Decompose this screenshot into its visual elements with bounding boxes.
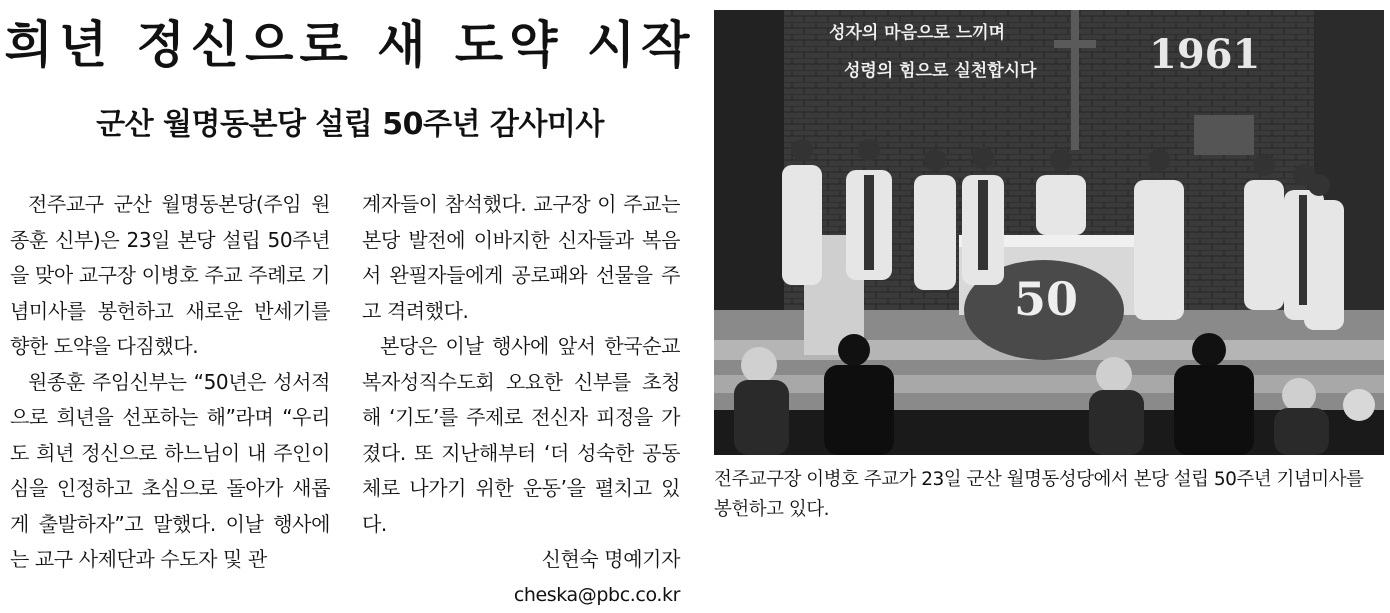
year-sign: 1961 bbox=[1149, 31, 1260, 78]
tabernacle bbox=[1194, 115, 1254, 155]
photo-illustration bbox=[714, 10, 1384, 455]
paragraph-1: 전주교구 군산 월명동본당(주임 원종훈 신부)은 23일 본당 설립 50주년을 맞아 교구장 이병호 주교 주례로 기념미사를 봉헌하고 새로운 반세기를 향한 도약을 다짐했다. bbox=[10, 187, 330, 365]
mass-photo bbox=[714, 10, 1384, 455]
photo-caption: 전주교구장 이병호 주교가 23일 군산 월명동성당에서 본당 설립 50주년 기념미사를 봉헌하고 있다. bbox=[714, 465, 1384, 525]
banner-line-2: 성령의 힘으로 실천합시다 bbox=[844, 60, 1037, 81]
headline: 희년 정신으로 새 도약 시작 bbox=[0, 10, 700, 80]
article-column-2 bbox=[362, 187, 680, 613]
subheadline: 군산 월명동본당 설립 50주년 감사미사 bbox=[0, 103, 700, 147]
banner-line-1: 성자의 마음으로 느끼며 bbox=[829, 22, 1005, 43]
article-column-1 bbox=[10, 187, 330, 578]
email: cheska@pbc.co.kr bbox=[362, 578, 680, 613]
byline: 신현숙 명예기자 bbox=[362, 542, 680, 578]
paragraph-2: 원종훈 주임신부는 “50년은 성서적으로 희년을 선포하는 해”라며 “우리도 희년 정신으로 하느님이 내 주인이심을 인정하고 초심으로 돌아가 새롭게 출발하자”고 말했다. 이날 행사에는 교구 사제단과 수도자 및 관 bbox=[10, 365, 330, 578]
crucifix bbox=[1071, 10, 1079, 150]
paragraph-4: 본당은 이날 행사에 앞서 한국순교복자성직수도회 오요한 신부를 초청해 ‘기도’를 주제로 전신자 피정을 가졌다. 또 지난해부터 ‘더 성숙한 공동체로 나가기 위한 운동’을 펼치고 있다. bbox=[362, 329, 680, 542]
paragraph-3: 계자들이 참석했다. 교구장 이 주교는 본당 발전에 이바지한 신자들과 복음서 완필자들에게 공로패와 선물을 주고 격려했다. bbox=[362, 187, 680, 329]
anniversary-wreath-number: 50 bbox=[1014, 272, 1078, 326]
